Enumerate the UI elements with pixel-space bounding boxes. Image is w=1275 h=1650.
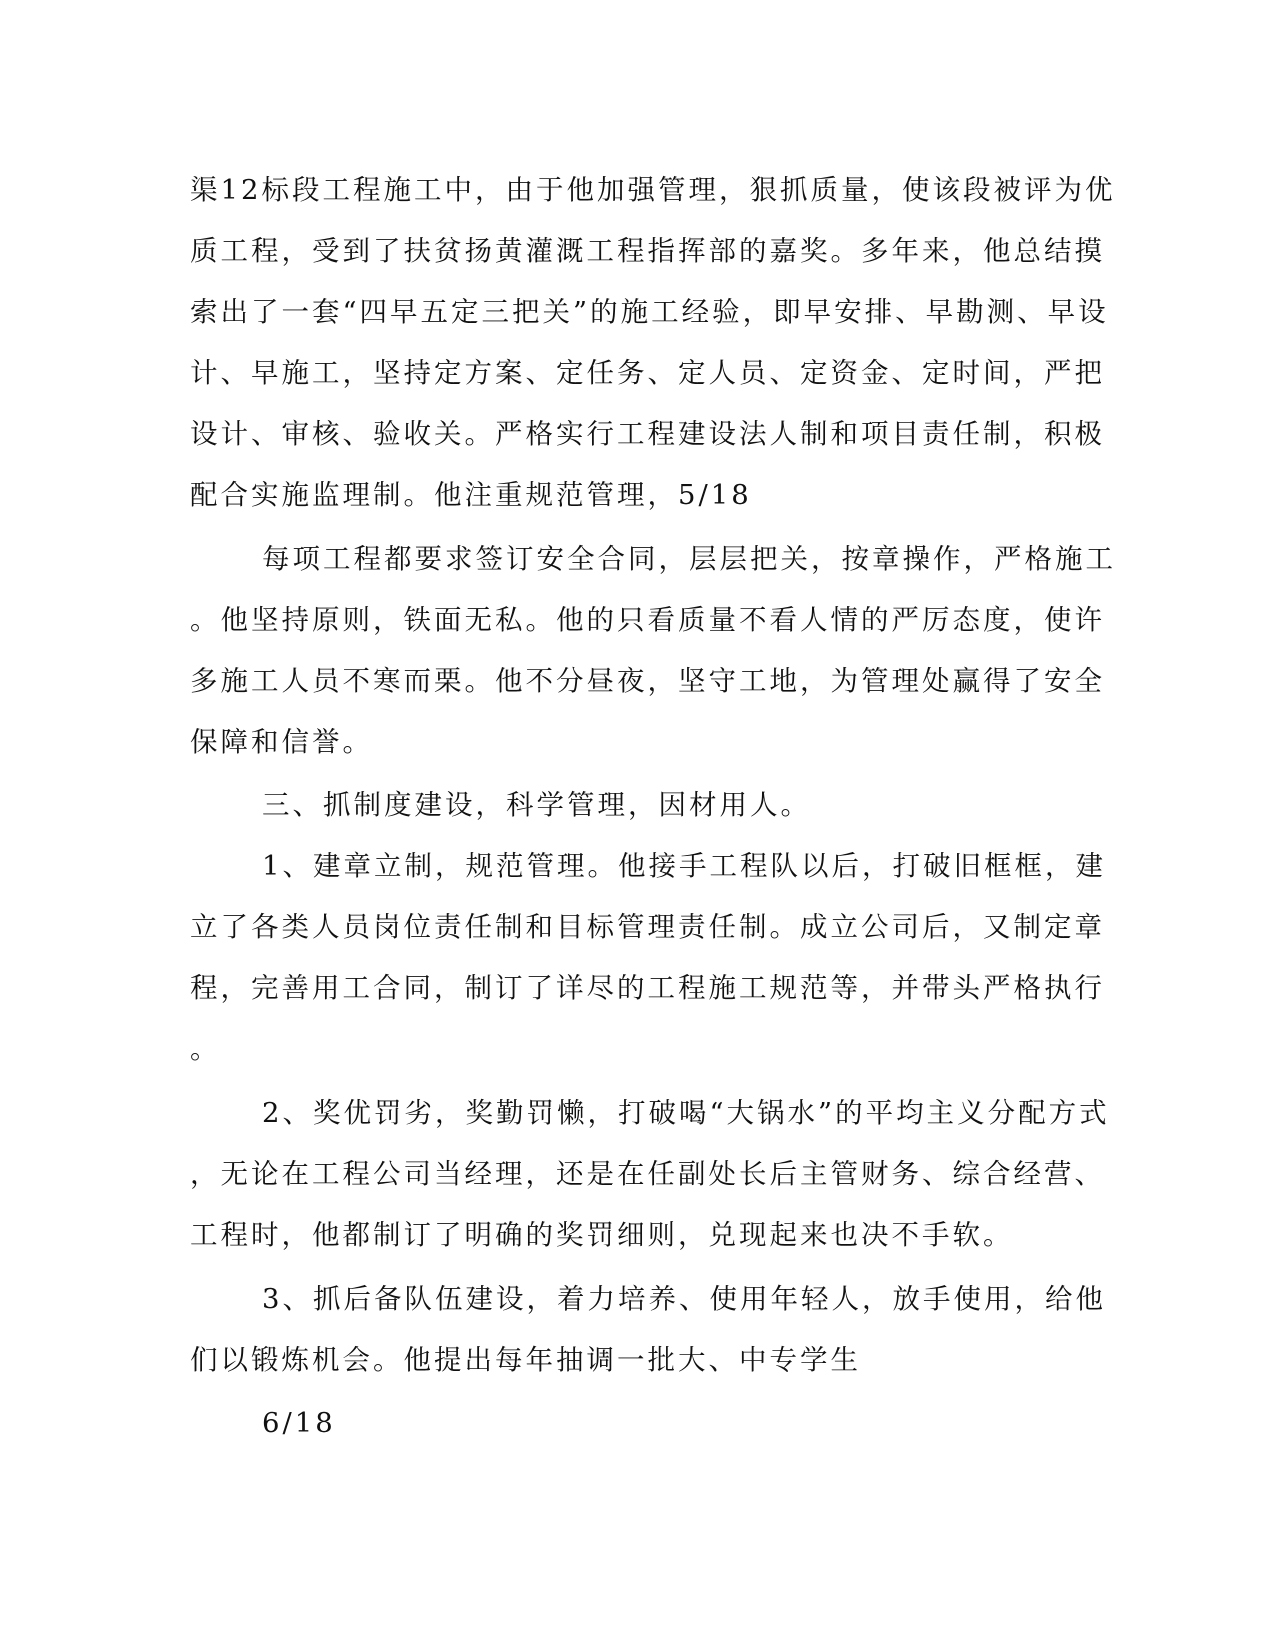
text-line: 配合实施监理制。他注重规范管理，5/18 [190,479,752,511]
text-line: 。他坚持原则，铁面无私。他的只看质量不看人情的严厉态度，使许 [190,604,1105,636]
text-line: 立了各类人员岗位责任制和目标管理责任制。成立公司后，又制定章 [190,911,1105,943]
text-line: 保障和信誉。 [190,726,373,758]
text-line: 多施工人员不寒而栗。他不分昼夜，坚守工地，为管理处赢得了安全 [190,665,1105,697]
text-line: 工程时，他都制订了明确的奖罚细则，兑现起来也决不手软。 [190,1219,1014,1251]
paragraph-start-line: 3、抓后备队伍建设，着力培养、使用年轻人，放手使用，给他 [262,1283,1106,1315]
text-line: ，无论在工程公司当经理，还是在任副处长后主管财务、综合经营、 [190,1158,1105,1190]
section-heading: 三、抓制度建设，科学管理，因材用人。 [262,789,811,821]
page-number: 6/18 [262,1407,336,1439]
text-line: 索出了一套“四早五定三把关”的施工经验，即早安排、早勘测、早设 [190,296,1109,328]
paragraph-start-line: 2、奖优罚劣，奖勤罚懒，打破喝“大锅水”的平均主义分配方式 [262,1097,1110,1129]
text-line: 。 [190,1033,221,1065]
text-line: 程，完善用工合同，制订了详尽的工程施工规范等，并带头严格执行 [190,972,1105,1004]
text-line: 们以锻炼机会。他提出每年抽调一批大、中专学生 [190,1344,861,1376]
text-line: 设计、审核、验收关。严格实行工程建设法人制和项目责任制，积极 [190,418,1105,450]
text-line: 渠12标段工程施工中，由于他加强管理，狠抓质量，使该段被评为优 [190,174,1116,206]
paragraph-start-line: 每项工程都要求签订安全合同，层层把关，按章操作，严格施工 [262,543,1116,575]
text-line: 质工程，受到了扶贫扬黄灌溉工程指挥部的嘉奖。多年来，他总结摸 [190,235,1105,267]
paragraph-start-line: 1、建章立制，规范管理。他接手工程队以后，打破旧框框，建 [262,850,1106,882]
text-line: 计、早施工，坚持定方案、定任务、定人员、定资金、定时间，严把 [190,357,1105,389]
